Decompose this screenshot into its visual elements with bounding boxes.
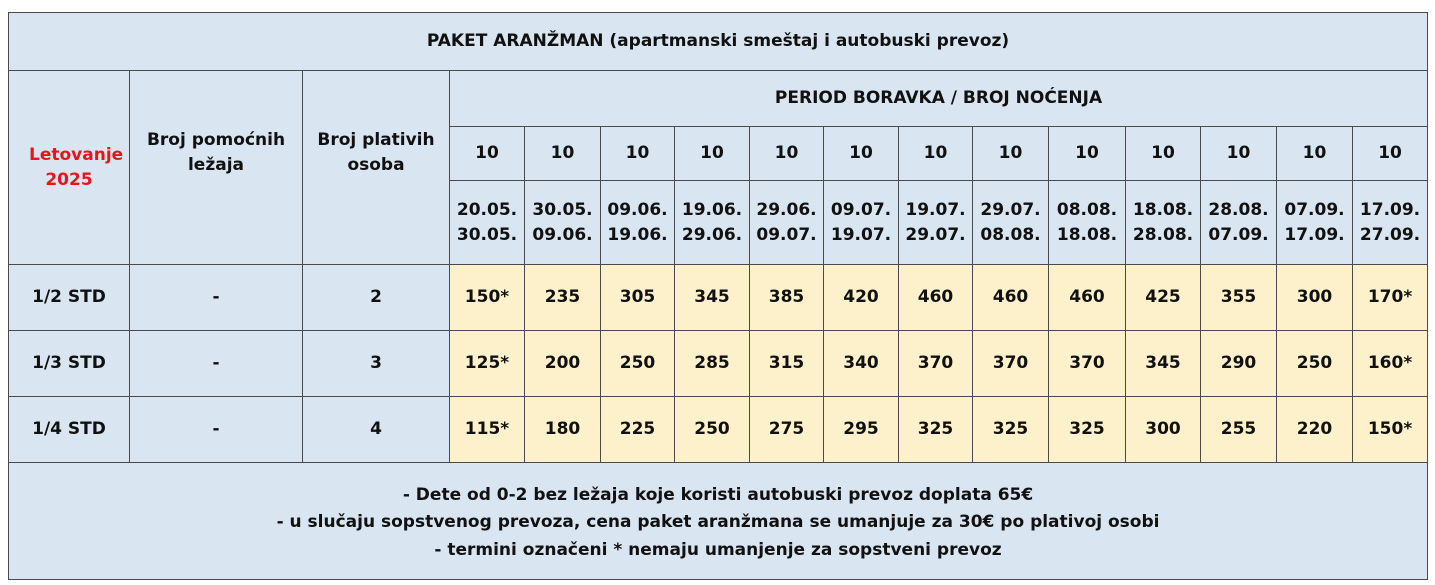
table-row [9,331,1428,397]
price-cell: 355 [1201,265,1277,331]
price-cell: 370 [899,331,973,397]
table-row [9,397,1428,463]
table-row [9,265,1428,331]
note-line: - termini označeni * nemaju umanjenje za sopstveni prevoz [434,539,1002,560]
pomocni-header [130,71,303,265]
price-cell: 160* [1353,331,1428,397]
price-cell: 300 [1126,397,1201,463]
nights-cell: 10 [601,127,675,181]
price-cell: 325 [1049,397,1126,463]
price-cell: 420 [824,265,899,331]
price-cell: 460 [899,265,973,331]
date-range-cell [1049,181,1126,265]
date-start: 30.05. [532,199,593,220]
extra-beds-cell: - [130,397,303,463]
price-cell: 115* [450,397,525,463]
date-end: 08.08. [980,224,1041,245]
nights-cell: 10 [450,127,525,181]
price-cell: 370 [1049,331,1126,397]
date-end: 29.06. [681,224,743,245]
date-start: 07.09. [1284,199,1345,220]
pomocni-label: Broj pomoćnih ležaja [146,129,286,175]
price-cell: 460 [973,265,1049,331]
date-end: 18.08. [1056,224,1118,245]
price-cell: 300 [1277,265,1353,331]
date-start: 28.08. [1208,199,1269,220]
nights-cell: 10 [1126,127,1201,181]
date-range-cell [1277,181,1353,265]
price-cell: 460 [1049,265,1126,331]
period-header-row [9,71,1428,127]
nights-cell: 10 [1353,127,1428,181]
period-header: PERIOD BORAVKA / BROJ NOĆENJA [450,71,1428,127]
note-line: - u slučaju sopstvenog prevoza, cena paket aranžmana se umanjuje za 30€ po plativoj osobi [276,512,1160,533]
price-cell: 385 [750,265,824,331]
plativih-header [303,71,450,265]
date-range-cell [601,181,675,265]
letovanje-label: Letovanje 2025 [29,144,124,190]
note-line: - Dete od 0-2 bez ležaja koje koristi autobuski prevoz doplata 65€ [402,485,1034,506]
date-end: 09.06. [532,224,593,245]
date-end: 27.09. [1359,224,1421,245]
price-cell: 150* [1353,397,1428,463]
date-range-cell [973,181,1049,265]
date-start: 29.06. [756,199,817,220]
date-range-cell [824,181,899,265]
nights-cell: 10 [1201,127,1277,181]
price-cell: 325 [973,397,1049,463]
price-cell: 225 [601,397,675,463]
nights-cell: 10 [675,127,750,181]
date-end: 09.07. [756,224,817,245]
extra-beds-cell: - [130,331,303,397]
nights-cell: 10 [1049,127,1126,181]
price-cell: 200 [525,331,601,397]
date-end: 28.08. [1132,224,1194,245]
date-start: 09.07. [830,199,892,220]
paying-persons-cell: 3 [303,331,450,397]
date-end: 19.07. [830,224,892,245]
price-cell: 250 [1277,331,1353,397]
paying-persons-cell: 4 [303,397,450,463]
date-end: 30.05. [456,224,518,245]
date-start: 19.07. [905,199,966,220]
date-range-cell [1126,181,1201,265]
price-cell: 285 [675,331,750,397]
date-range-cell [1353,181,1428,265]
nights-cell: 10 [899,127,973,181]
price-cell: 345 [675,265,750,331]
nights-cell: 10 [750,127,824,181]
room-type-cell: 1/4 STD [9,397,130,463]
notes-row [9,463,1428,580]
date-range-cell [525,181,601,265]
price-cell: 125* [450,331,525,397]
title-row [9,13,1428,71]
notes-cell [9,463,1428,580]
plativih-label: Broj plativih osoba [317,129,435,175]
date-start: 19.06. [681,199,743,220]
price-cell: 170* [1353,265,1428,331]
date-end: 19.06. [607,224,668,245]
price-cell: 220 [1277,397,1353,463]
letovanje-header [9,71,130,265]
table-title: PAKET ARANŽMAN (apartmanski smeštaj i autobuski prevoz) [9,13,1428,71]
room-type-cell: 1/3 STD [9,331,130,397]
price-cell: 370 [973,331,1049,397]
price-cell: 150* [450,265,525,331]
date-range-cell [1201,181,1277,265]
price-cell: 235 [525,265,601,331]
date-range-cell [450,181,525,265]
date-start: 29.07. [980,199,1041,220]
extra-beds-cell: - [130,265,303,331]
price-cell: 345 [1126,331,1201,397]
date-start: 08.08. [1056,199,1118,220]
price-cell: 275 [750,397,824,463]
price-cell: 250 [675,397,750,463]
price-cell: 315 [750,331,824,397]
price-table-container [8,12,1427,579]
date-end: 17.09. [1284,224,1345,245]
date-end: 07.09. [1208,224,1269,245]
date-start: 09.06. [607,199,668,220]
date-start: 17.09. [1359,199,1421,220]
room-type-cell: 1/2 STD [9,265,130,331]
price-cell: 425 [1126,265,1201,331]
price-cell: 255 [1201,397,1277,463]
nights-cell: 10 [824,127,899,181]
date-range-cell [899,181,973,265]
date-end: 29.07. [905,224,966,245]
date-start: 20.05. [456,199,518,220]
date-start: 18.08. [1132,199,1194,220]
price-cell: 180 [525,397,601,463]
price-cell: 305 [601,265,675,331]
price-cell: 290 [1201,331,1277,397]
price-cell: 325 [899,397,973,463]
date-range-cell [675,181,750,265]
price-cell: 340 [824,331,899,397]
date-range-cell [750,181,824,265]
nights-cell: 10 [1277,127,1353,181]
nights-cell: 10 [525,127,601,181]
paying-persons-cell: 2 [303,265,450,331]
nights-cell: 10 [973,127,1049,181]
price-cell: 295 [824,397,899,463]
price-table [8,12,1428,580]
price-cell: 250 [601,331,675,397]
